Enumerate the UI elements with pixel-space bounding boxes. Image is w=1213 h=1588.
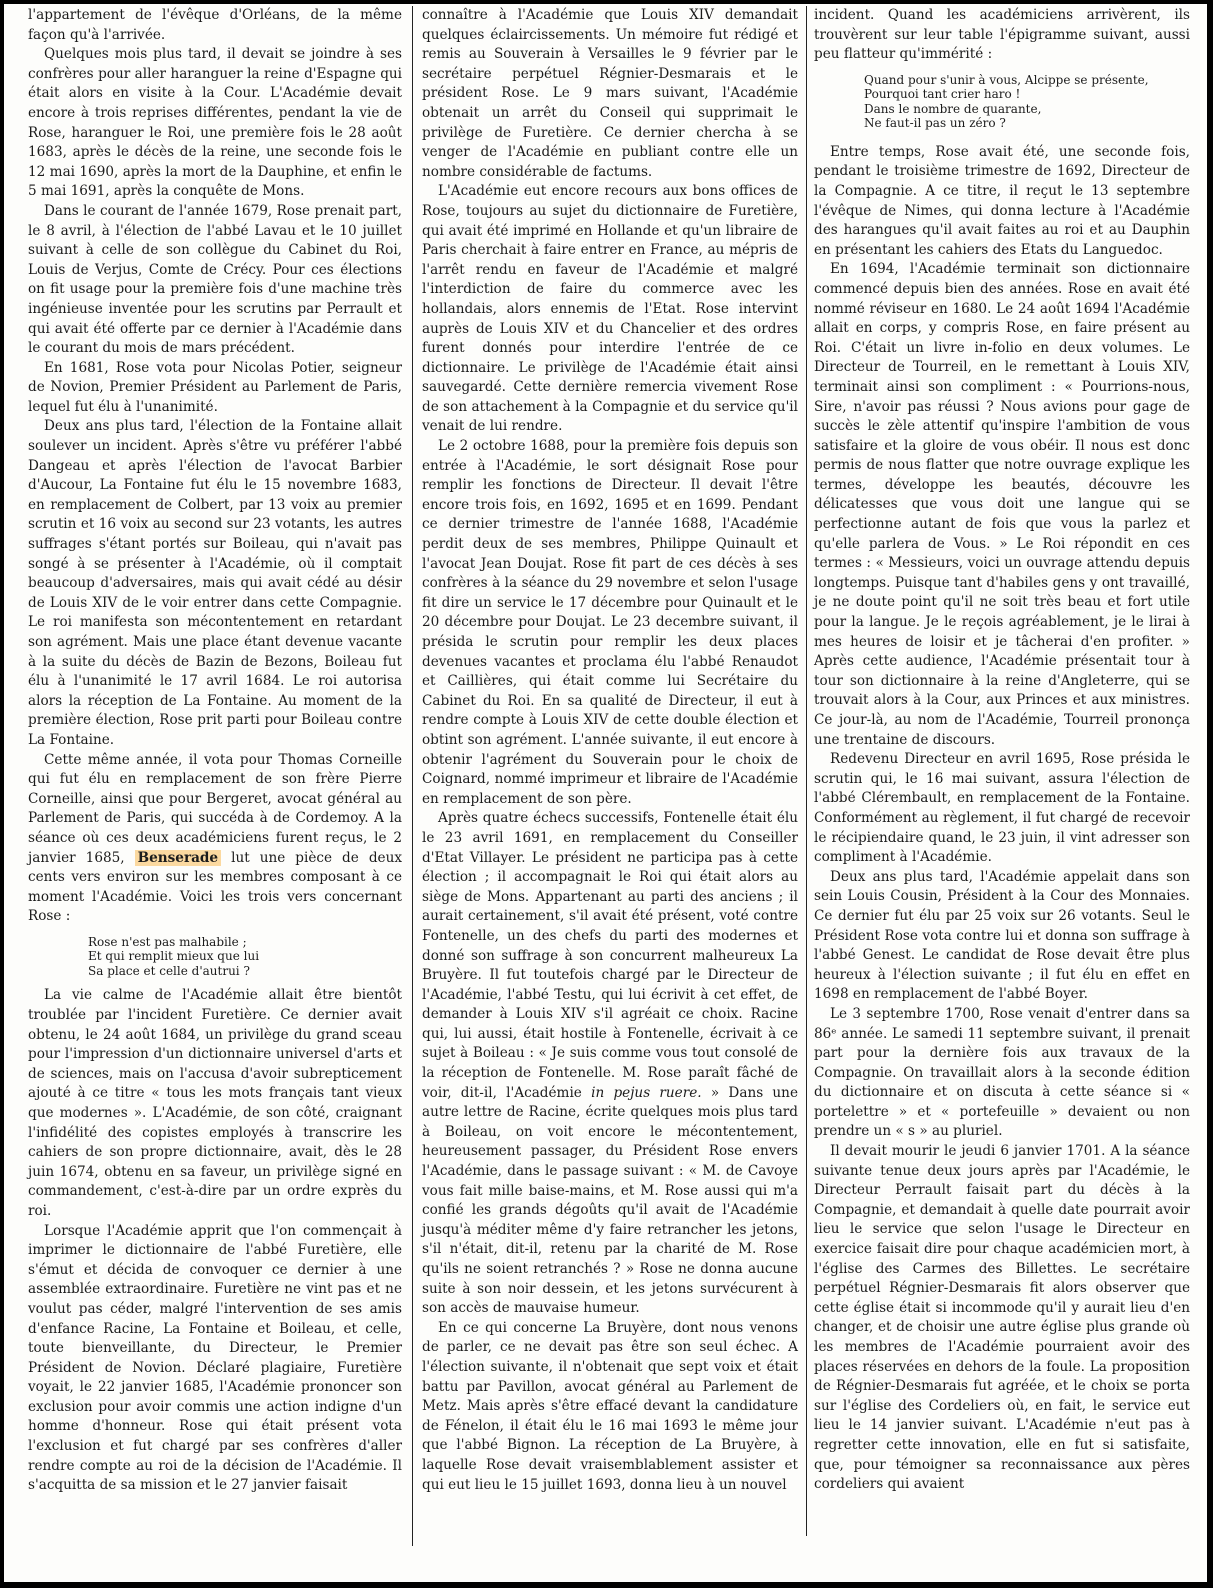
text-span: » Dans une autre lettre de Racine, écrite quelques mois plus tard à Boileau, on voit encore le mécontentement, heureusement passager, du Président Rose envers l'Académie, dans le passage suivant : « M. de Cavoye vous fait mille baise-mains, et M. Rose aussi qui m'a confié les grands dégoûts qu'il avait de l'Académie jusqu'à méditer même d'y faire retrancher les jetons, s'il n'était, dit-il, retenu par la charité de M. Rose qu'ils ne soient retranchés ? » Rose ne donna aucune suite à son noir dessein, et les jetons survécurent à son accès de mauvaise humeur. [422,1084,798,1317]
paragraph: Dans le courant de l'année 1679, Rose prenait part, le 8 avril, à l'élection de l'abbé Lavau et le 10 juillet suivant à celle de son collègue du Cabinet du Roi, Louis de Verjus, Comte de Crécy. Pour ces élections on fit usage pour la première fois d'une machine très ingénieuse inventée pour les scrutins par Perrault et qui avait été offerte par ce dernier à l'Académie dans le courant du mois de mars précédent. [28,202,402,357]
paragraph-with-italic [422,809,798,1318]
verse-line: Sa place et celle d'autrui ? [88,963,250,978]
verse-line: Dans le nombre de quarante, [864,101,1042,116]
text-span: lut une pièce de deux cents vers environ sur les membres composant à ce moment l'Académie. Voici les trois vers concernant Rose : [28,849,402,925]
verse-quote [88,935,402,979]
document-page [4,4,1207,1582]
verse-line: Et qui remplit mieux que lui [88,949,260,964]
text-span: Cette même année, il vota pour Thomas Corneille qui fut élu en remplacement de son frère Pierre Corneille, ainsi que pour Bergeret, avocat général au Parlement de Paris, qui succéda à de Cordemoy. A la séance où ces deux académiciens furent reçus, le 2 janvier 1685, [28,751,402,866]
verse-line: Ne faut-il pas un zéro ? [864,116,1006,131]
paragraph: L'Académie eut encore recours aux bons offices de Rose, toujours au sujet du dictionnaire de Furetière, qui avait été imprimé en Hollande et qu'un libraire de Paris cherchait à faire entrer en France, au mépris de l'arrêt rendu en faveur de l'Académie et malgré l'interdiction de faire du commerce avec les hollandais, alors ennemis de l'Etat. Rose intervint auprès de Louis XIV et du Chancelier et des ordres furent donnés pour interdire l'entrée de ce dictionnaire. Le privilège de l'Académie était ainsi sauvegardé. Cette dernière remercia vivement Rose de son attachement à la Compagnie et du service qu'il venait de lui rendre. [422,183,798,435]
verse-line: Quand pour s'unir à vous, Alcippe se présente, [864,72,1149,87]
paragraph: En 1681, Rose vota pour Nicolas Potier, seigneur de Novion, Premier Président au Parlement de Paris, lequel fut élu à l'unanimité. [28,359,402,415]
paragraph: l'appartement de l'évêque d'Orléans, de la même façon qu'à l'arrivée. [28,7,402,43]
text-column-2 [422,6,798,1582]
paragraph-with-highlight [28,751,402,927]
epigram-quote [864,73,1190,131]
highlighted-word[interactable]: Benserade [135,850,221,866]
paragraph: En ce qui concerne La Bruyère, dont nous venons de parler, ce ne devait pas être son seul échec. A l'élection suivante, il n'obtenait que sept voix et était battu par Pavillon, avocat général au Parlement de Metz. Mais après s'être effacé devant la candidature de Fénelon, il était élu le 16 mai 1693 le même jour que l'abbé Bignon. La réception de La Bruyère, à laquelle Rose devait vraisemblablement assister et qui eut lieu le 15 juillet 1693, donna lieu à un nouvel [422,1319,798,1493]
paragraph: Quelques mois plus tard, il devait se joindre à ses confrères pour aller haranguer la reine d'Espagne qui était alors en visite à la Cour. L'Académie devait encore à trois reprises différentes, pendant la vie de Rose, haranguer le Roi, une première fois le 28 août 1683, après le décès de la reine, une seconde fois le 12 mai 1690, après la mort de la Dauphine, et enfin le 5 mai 1691, après la conquête de Mons. [28,46,402,200]
text-column-3 [814,6,1190,1582]
verse-line: Pourquoi tant crier haro ! [864,87,1021,102]
column-divider [412,6,413,1546]
paragraph: Entre temps, Rose avait été, une seconde fois, pendant le troisième trimestre de 1692, Directeur de la Compagnie. A ce titre, il reçut le 13 septembre l'évêque de Nimes, qui donna lecture à l'Académie des harangues qu'il avait faites au roi et au Dauphin en présentant les cahiers des Etats du Languedoc. [814,143,1190,258]
text-span: Après quatre échecs successifs, Fontenelle était élu le 23 avril 1691, en remplacement du Conseiller d'Etat Villayer. Le président ne participa pas à cette élection ; il accompagnait le Roi qui était alors au siège de Mons. Appartenant au parti des anciens ; il aurait certainement, s'il avait été présent, voté contre Fontenelle, un des chefs du parti des modernes et donné son suffrage à son concurrent malheureux La Bruyère. Il fut toutefois chargé par le Directeur de l'Académie, l'abbé Testu, qui lui écrivit à cet effet, de demander à Louis XIV s'il agréait ce choix. Racine qui, lui aussi, était hostile à Fontenelle, écrivait à ce sujet à Boileau : « Je suis comme vous tout consolé de la réception de Fontenelle. M. Rose paraît fâché de voir, dit-il, l'Académie [422,810,798,1101]
paragraph: Lorsque l'Académie apprit que l'on commençait à imprimer le dictionnaire de l'abbé Furetière, elle s'émut et décida de convoquer ce dernier à une assemblée extraordinaire. Furetière ne vint pas et ne voulut pas céder, malgré l'intervention de ses amis d'enfance Racine, La Fontaine et Boileau, et celle, toute bienveillante, du Directeur, le Premier Président de Novion. Déclaré plagiaire, Furetière voyait, le 22 janvier 1685, l'Académie prononcer son exclusion pour avoir commis une action indigne d'un homme d'honneur. Rose qui était présent vota l'exclusion et fut chargé par ses confrères d'aller rendre compte au roi de la décision de l'Académie. Il s'acquitta de sa mission et le 27 janvier faisait [28,1222,402,1494]
paragraph: connaître à l'Académie que Louis XIV demandait quelques éclaircissements. Un mémoire fut rédigé et remis au Souverain à Versailles le 9 février par le secrétaire perpétuel Régnier-Desmarais et le président Rose. Le 9 mars suivant, l'Académie obtenait un arrêt du Conseil qui supprimait le privilège de Furetière. Ce dernier chercha à se venger de l'Académie en publiant contre elle un nombre considérable de factums. [422,7,798,180]
paragraph: Deux ans plus tard, l'Académie appelait dans son sein Louis Cousin, Président à la Cour des Monnaies. Ce dernier fut élu par 25 voix sur 26 votants. Seul le Président Rose vota contre lui et donna son suffrage à l'abbé Genest. Le candidat de Rose devait être plus heureux à l'élection suivante ; il fut élu en effet en 1698 en remplacement de l'abbé Boyer. [814,868,1190,1003]
paragraph: Deux ans plus tard, l'élection de la Fontaine allait soulever un incident. Après s'être vu préférer l'abbé Dangeau et après l'élection de l'avocat Barbier d'Aucour, La Fontaine fut élu le 15 novembre 1683, en remplacement de Colbert, par 13 voix au premier scrutin et 16 voix au second sur 23 votants, les autres suffrages s'étant portés sur Boileau, qui n'avait pas songé à se présenter à l'Académie, où il comptait beaucoup d'adversaires, mais qui avait cédé au désir de Louis XIV de le voir entrer dans cette Compagnie. Le roi manifesta son mécontentement en retardant son agrément. Mais une place étant devenue vacante à la suite du décès de Bazin de Bezons, Boileau fut élu à l'unanimité le 17 avril 1684. Le roi autorisa alors la réception de La Fontaine. Au moment de la première élection, Rose prit parti pour Boileau contre La Fontaine. [28,418,402,748]
paragraph: La vie calme de l'Académie allait être bientôt troublée par l'incident Furetière. Ce dernier avait obtenu, le 24 août 1684, un privilège du grand sceau pour l'impression d'un dictionnaire universel d'arts et de sciences, mais on l'accusa d'avoir subrepticement ajouté à ce titre « tous les mots français tant vieux que modernes ». L'Académie, de son côté, craignant l'infidélité des copistes employés à transcrire les cahiers de son propre dictionnaire, avait, dès le 28 juin 1674, obtenu en sa faveur, un privilège signé en commandement, c'est-à-dire par un ordre exprès du roi. [28,987,402,1219]
text-column-1 [28,6,402,1582]
latin-phrase: in pejus ruere. [591,1084,702,1101]
paragraph: Le 3 septembre 1700, Rose venait d'entrer dans sa 86ᵉ année. Le samedi 11 septembre suivant, il prenait part pour la dernière fois aux travaux de la Compagnie. On travaillait alors à la seconde édition du dictionnaire et on discuta à cette séance si « portelettre » et « portefeuille » devaient ou non prendre un « s » au pluriel. [814,1005,1190,1140]
column-divider [806,6,807,1536]
paragraph: En 1694, l'Académie terminait son dictionnaire commencé depuis bien des années. Rose en avait été nommé réviseur en 1680. Le 24 août 1694 l'Académie allait en corps, y compris Rose, en faire présent au Roi. C'était un livre in-folio en deux volumes. Le Directeur de Tourreil, en le remettant à Louis XIV, terminait ainsi son compliment : « Pourrions-nous, Sire, n'avoir pas réussi ? Nous avions pour gage de succès le zèle attentif qu'inspire l'ambition de vous satisfaire et la gloire de vous obéir. Il nous est donc permis de nous flatter que notre ouvrage explique les termes, développe les beautés, découvre les délicatesses que vous doit une langue qui se perfectionne autant de fois que vous la parlez et qu'elle parlera de Vous. » Le Roi répondit en ces termes : « Messieurs, voici un ouvrage attendu depuis longtemps. Puisque tant d'habiles gens y ont travaillé, je ne doute point qu'il ne soit très beau et fort utile pour la langue. Je le reçois agréablement, je le lirai à mes heures de loisir et je tâcherai d'en profiter. » Après cette audience, l'Académie présentait tour à tour son dictionnaire à la reine d'Angleterre, qui se trouvait alors à la Cour, aux Princes et aux ministres. Ce jour-là, au nom de l'Académie, Tourreil prononça une trentaine de discours. [814,261,1190,748]
verse-line: Rose n'est pas malhabile ; [88,934,247,949]
paragraph: incident. Quand les académiciens arrivèrent, ils trouvèrent sur leur table l'épigramme suivant, aussi peu flatteur qu'immérité : [814,7,1190,63]
paragraph: Redevenu Directeur en avril 1695, Rose présida le scrutin qui, le 16 mai suivant, assura l'élection de l'abbé Clérembault, en remplacement de la Fontaine. Conformément au règlement, il fut chargé de recevoir le récipiendaire quand, le 23 juin, il vint adresser son compliment à l'Académie. [814,751,1190,866]
paragraph: Le 2 octobre 1688, pour la première fois depuis son entrée à l'Académie, le sort désignait Rose pour remplir les fonctions de Directeur. Il devait l'être encore trois fois, en 1692, 1695 et en 1699. Pendant ce dernier trimestre de l'année 1688, l'Académie perdit deux de ses membres, Philippe Quinault et l'avocat Jean Doujat. Rose fit part de ces décès à ses confrères à la séance du 29 novembre et selon l'usage fit dire un service le 17 décembre pour Quinault et le 20 décembre pour Doujat. Le 23 decembre suivant, il présida le scrutin pour remplir les deux places devenues vacantes et proclama élu l'abbé Renaudot et Caillières, qui était comme lui Secrétaire du Cabinet du Roi. En sa qualité de Directeur, il eut à rendre compte à Louis XIV de cette double élection et obtint son agrément. L'année suivante, il eut encore à obtenir l'agrément du Souverain pour le choix de Coignard, nommé imprimeur et libraire de l'Académie en remplacement de son père. [422,438,798,807]
paragraph: Il devait mourir le jeudi 6 janvier 1701. A la séance suivante tenue deux jours après par l'Académie, le Directeur Perrault faisait part du décès à la Compagnie, et demandait à quelle date pourrait avoir lieu le service que selon l'usage le Directeur en exercice faisait dire pour chaque académicien mort, à l'église des Carmes des Billettes. Le secrétaire perpétuel Régnier-Desmarais fit alors observer que cette église était si incommode qu'il y aurait lieu d'en changer, et de choisir une autre église plus grande où les membres de l'Académie pourraient avoir des places réservées en dehors de la foule. La proposition de Régnier-Desmarais fut agréée, et le choix se porta sur l'église des Cordeliers où, en fait, le service eut lieu le 14 janvier suivant. L'Académie n'eut pas à regretter cette innovation, elle en fut si satisfaite, que, pour témoigner sa reconnaissance aux pères cordeliers qui avaient [814,1143,1190,1493]
